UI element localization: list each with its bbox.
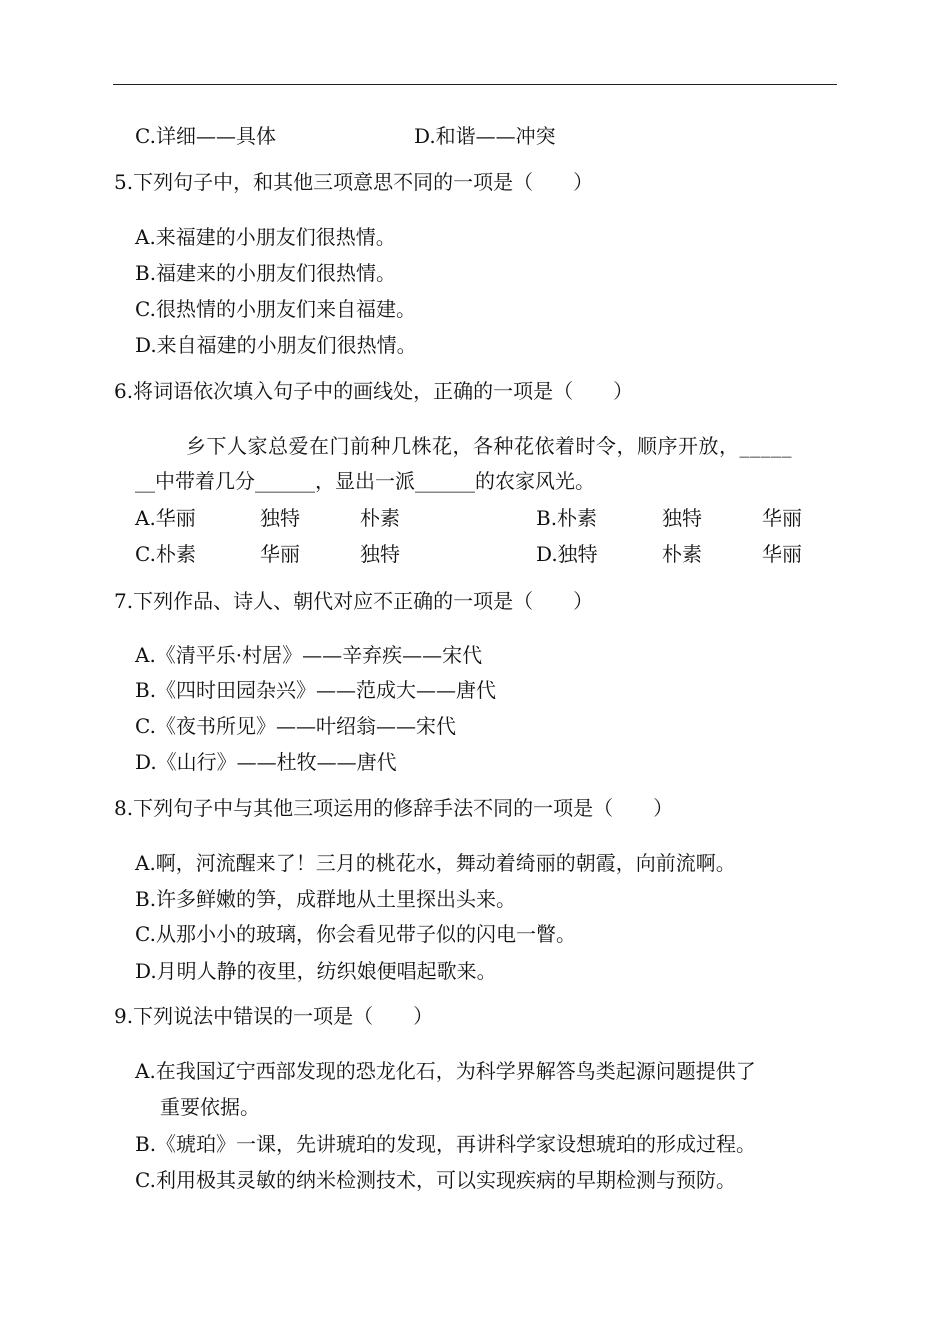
q8-option-c: C.从那小小的玻璃，你会看见带子似的闪电一瞥。 [135,922,576,946]
q6-passage-line1: 乡下人家总爱在门前种几株花，各种花依着时令，顺序开放，_____ [186,434,792,458]
q6-option-a-word3: 朴素 [360,506,400,530]
q6-option-b-word2: 独特 [662,506,702,530]
q7-option-d: D.《山行》——杜牧——唐代 [135,750,397,774]
q7-option-b: B.《四时田园杂兴》——范成大——唐代 [135,678,497,702]
header-rule [113,84,837,85]
q6-option-d-word3: 华丽 [762,542,802,566]
q5-option-c: C.很热情的小朋友们来自福建。 [135,297,416,321]
q4-option-d: D.和谐——冲突 [414,124,556,148]
q9-option-c: C.利用极其灵敏的纳米检测技术，可以实现疾病的早期检测与预防。 [135,1168,736,1192]
q8-option-d: D.月明人静的夜里，纺织娘便唱起歌来。 [135,959,497,983]
q6-option-row-cd [135,540,835,568]
q9-option-b: B.《琥珀》一课，先讲琥珀的发现，再讲科学家设想琥珀的形成过程。 [135,1132,757,1156]
q6-option-b-label: B.朴素 [536,506,598,530]
q7-option-c: C.《夜书所见》——叶绍翁——宋代 [135,714,456,738]
q5-option-d: D.来自福建的小朋友们很热情。 [135,333,417,357]
q9-option-a-line1: A.在我国辽宁西部发现的恐龙化石，为科学界解答鸟类起源问题提供了 [135,1059,756,1083]
q8-option-b: B.许多鲜嫩的笋，成群地从土里探出头来。 [135,887,517,911]
q5-option-a: A.来福建的小朋友们很热情。 [135,225,396,249]
q8-option-a: A.啊，河流醒来了！三月的桃花水，舞动着绮丽的朝霞，向前流啊。 [135,851,736,875]
q5-option-b: B.福建来的小朋友们很热情。 [135,261,397,285]
q6-option-c-word3: 独特 [360,542,400,566]
q9-stem: 9.下列说法中错误的一项是（ ） [114,1004,434,1028]
q6-option-d-label: D.独特 [536,542,598,566]
q6-passage-line2: __中带着几分______，显出一派______的农家风光。 [135,469,595,493]
q6-option-a-word2: 独特 [260,506,300,530]
q6-option-d-word2: 朴素 [662,542,702,566]
q6-option-b-word3: 华丽 [762,506,802,530]
q7-option-a: A.《清平乐·村居》——辛弃疾——宋代 [135,643,483,667]
q8-stem: 8.下列句子中与其他三项运用的修辞手法不同的一项是（ ） [114,796,674,820]
q4-option-c: C.详细——具体 [135,124,276,148]
q9-option-a-line2: 重要依据。 [160,1095,260,1119]
q6-option-row-ab [135,504,835,532]
q7-stem: 7.下列作品、诗人、朝代对应不正确的一项是（ ） [114,589,594,613]
q6-option-c-word2: 华丽 [260,542,300,566]
q5-stem: 5.下列句子中，和其他三项意思不同的一项是（ ） [114,170,594,194]
q6-option-c-label: C.朴素 [135,542,196,566]
q6-option-a-label: A.华丽 [135,506,196,530]
q6-stem: 6.将词语依次填入句子中的画线处，正确的一项是（ ） [114,379,634,403]
